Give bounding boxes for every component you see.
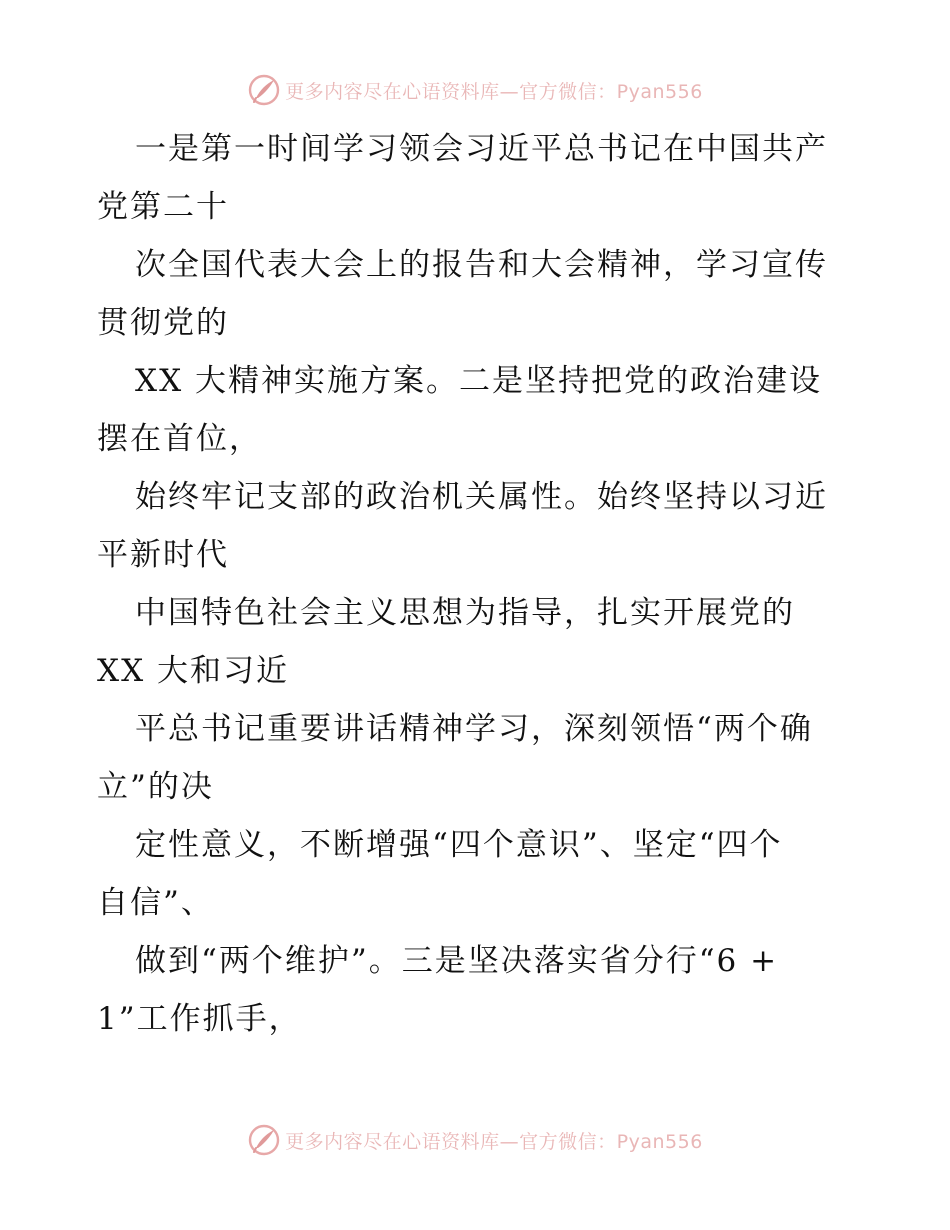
- text-line: 党第二十: [97, 189, 229, 225]
- document-body: [97, 120, 857, 1048]
- text-line: 摆在首位，: [97, 421, 262, 457]
- text-line: 次全国代表大会上的报告和大会精神，学习宣传: [135, 247, 828, 283]
- header-watermark: [0, 70, 950, 110]
- text-line: 始终牢记支部的政治机关属性。始终坚持以习近: [135, 479, 828, 515]
- text-line: 1”工作抓手，: [97, 1001, 302, 1037]
- text-line: 一是第一时间学习领会习近平总书记在中国共产: [135, 131, 828, 167]
- text-line: 平总书记重要讲话精神学习，深刻领悟“两个确: [135, 711, 813, 747]
- feather-pen-icon: [247, 1123, 281, 1157]
- text-line: 定性意义，不断增强“四个意识”、坚定“四个: [135, 827, 783, 863]
- watermark-text: 更多内容尽在心语资料库—官方微信：Pyan556: [285, 1130, 703, 1153]
- text-line: XX 大和习近: [97, 653, 289, 689]
- text-line: 做到“两个维护”。三是坚决落实省分行“6 +: [135, 943, 779, 979]
- text-line: 自信”、: [97, 885, 214, 921]
- watermark-text: 更多内容尽在心语资料库—官方微信：Pyan556: [285, 80, 703, 103]
- text-line: 中国特色社会主义思想为指导，扎实开展党的: [135, 595, 795, 631]
- footer-watermark: [0, 1120, 950, 1160]
- feather-pen-icon: [247, 73, 281, 107]
- text-line: 立”的决: [97, 769, 214, 805]
- text-line: 平新时代: [97, 537, 229, 573]
- text-line: XX 大精神实施方案。二是坚持把党的政治建设: [135, 363, 822, 399]
- text-line: 贯彻党的: [97, 305, 229, 341]
